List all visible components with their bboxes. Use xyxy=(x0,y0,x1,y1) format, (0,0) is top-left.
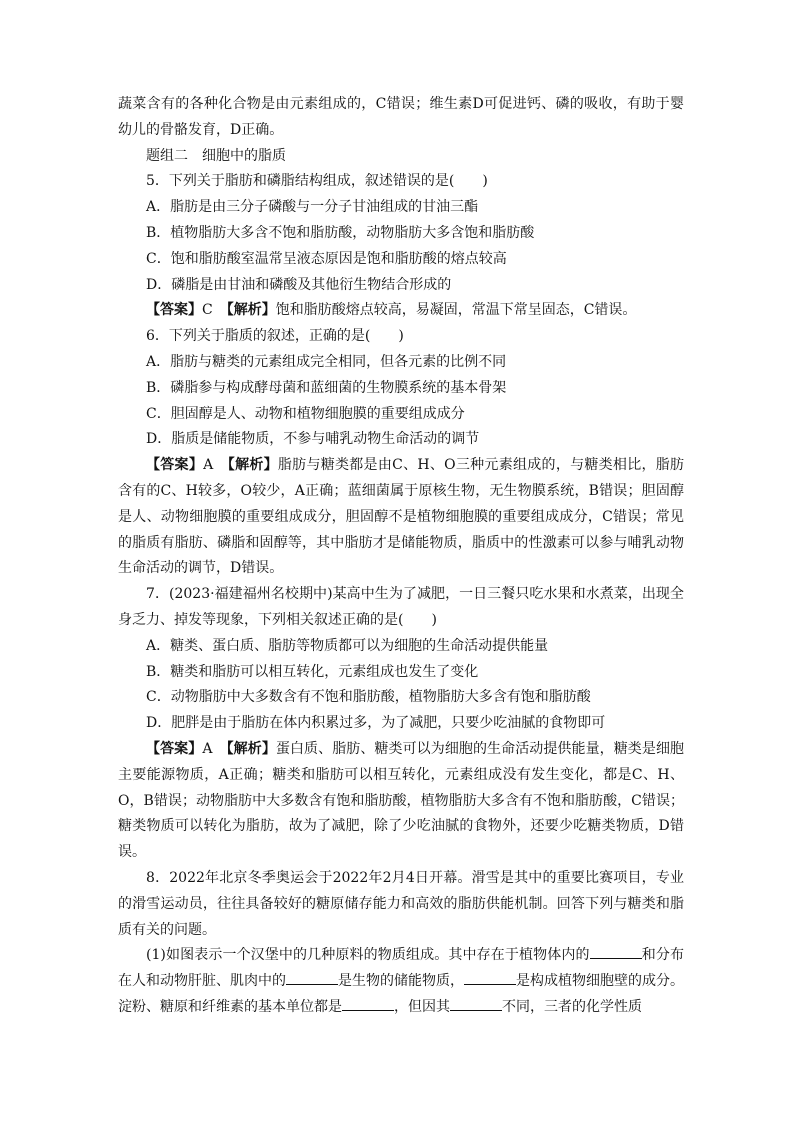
analysis-label: 【解析】 xyxy=(227,457,278,474)
answer-analysis xyxy=(118,298,684,324)
option-d: D．肥胖是由于脂肪在体内积累过多，为了减肥，只要少吃油腻的食物即可 xyxy=(146,715,606,732)
option-b: B．磷脂参与构成酵母菌和蓝细菌的生物膜系统的基本骨架 xyxy=(146,379,507,396)
analysis-text: 蛋白质、脂肪、糖类可以为细胞的生命活动提供能量，糖类是细胞主要能源物质，A正确；糖类和脂肪可以相互转化，元素组成没有发生变化，都是C、H、O，B错误；动物脂肪中大多数含有饱和脂肪酸，植物脂肪大多含有不饱和脂肪酸，C错误；糖类物质可以转化为脂肪，故为了减肥，除了少吃油腻的食物外，还要少吃糖类物质，D错误。 xyxy=(118,740,685,861)
question-7 xyxy=(118,582,684,866)
analysis-text: 饱和脂肪酸熔点较高，易凝固，常温下常呈固态，C错误。 xyxy=(275,302,637,319)
answer-analysis xyxy=(118,737,684,866)
question-stem: 5．下列关于脂肪和磷脂结构组成，叙述错误的是( ) xyxy=(146,173,488,190)
analysis-label: 【解析】 xyxy=(226,302,276,319)
option-c: C．胆固醇是人、动物和植物细胞膜的重要组成成分 xyxy=(146,405,465,422)
answer-label: 【答案】 xyxy=(146,457,204,474)
answer-value: A xyxy=(202,740,213,757)
option-b: B．糖类和脂肪可以相互转化，元素组成也发生了变化 xyxy=(146,663,479,680)
question-8 xyxy=(118,866,684,1021)
document-body xyxy=(118,92,684,1021)
answer-label: 【答案】 xyxy=(146,740,203,757)
answer-value: A xyxy=(203,457,214,474)
answer-blank[interactable] xyxy=(286,970,338,985)
question-6 xyxy=(118,324,684,582)
continuation-paragraph: 蔬菜含有的各种化合物是由元素组成的，C错误；维生素D可促进钙、磷的吸收，有助于婴幼儿的骨骼发育，D正确。 xyxy=(118,96,684,138)
answer-label: 【答案】 xyxy=(146,302,202,319)
answer-analysis xyxy=(118,453,684,582)
question-stem: 6．下列关于脂质的叙述，正确的是( ) xyxy=(146,328,404,345)
option-a: A．脂肪是由三分子磷酸与一分子甘油组成的甘油三酯 xyxy=(146,199,479,216)
question-stem: 7．(2023·福建福州名校期中)某高中生为了减肥，一日三餐只吃水果和水煮菜，出现全身乏力、掉发等现象，下列相关叙述正确的是( ) xyxy=(118,586,684,628)
question-5 xyxy=(118,169,684,324)
analysis-label: 【解析】 xyxy=(226,740,276,757)
option-a: A．糖类、蛋白质、脂肪等物质都可以为细胞的生命活动提供能量 xyxy=(146,637,549,654)
option-d: D．磷脂是由甘油和磷酸及其他衍生物结合形成的 xyxy=(146,276,452,293)
analysis-text: 脂肪与糖类都是由C、H、O三种元素组成的，与糖类相比，脂肪含有的C、H较多，O较少，A正确；蓝细菌属于原核生物，无生物膜系统，B错误；胆固醇是人、动物细胞膜的重要组成成分，胆固醇不是植物细胞膜的重要组成成分，C错误；常见的脂质有脂肪、磷脂和固醇等，其中脂肪才是储能物质，脂质中的性激素可以参与哺乳动物生命活动的调节，D错误。 xyxy=(118,457,685,577)
answer-blank[interactable] xyxy=(450,996,502,1011)
question-stem: 8．2022年北京冬季奥运会于2022年2月4日开幕。滑雪是其中的重要比赛项目，专业的滑雪运动员，往往具备较好的糖原储存能力和高效的脂肪供能机制。回答下列与糖类和脂质有关的问题。 xyxy=(118,869,684,938)
section-title: 题组二 细胞中的脂质 xyxy=(146,147,286,164)
option-c: C．动物脂肪中大多数含有不饱和脂肪酸，植物脂肪大多含有饱和脂肪酸 xyxy=(146,689,591,706)
option-a: A．脂肪与糖类的元素组成完全相同，但各元素的比例不同 xyxy=(146,353,507,370)
sub-question-1: (1)如图表示一个汉堡中的几种原料的物质组成。其中存在于植物体内的 和分布在人和动物肝脏、肌肉中的 是生物的储能物质， 是构成植物细胞壁的成分。淀粉、糖原和纤维素的基本单位都是 ，但因其 不同，三者的化学性质 xyxy=(118,943,684,1020)
option-c: C．饱和脂肪酸室温常呈液态原因是饱和脂肪酸的熔点较高 xyxy=(146,250,507,267)
option-b: B．植物脂肪大多含不饱和脂肪酸，动物脂肪大多含饱和脂肪酸 xyxy=(146,224,535,241)
answer-blank[interactable] xyxy=(342,996,394,1011)
answer-value: C xyxy=(202,302,213,319)
answer-blank[interactable] xyxy=(464,970,516,985)
answer-blank[interactable] xyxy=(590,944,642,959)
option-d: D．脂质是储能物质，不参与哺乳动物生命活动的调节 xyxy=(146,431,480,448)
